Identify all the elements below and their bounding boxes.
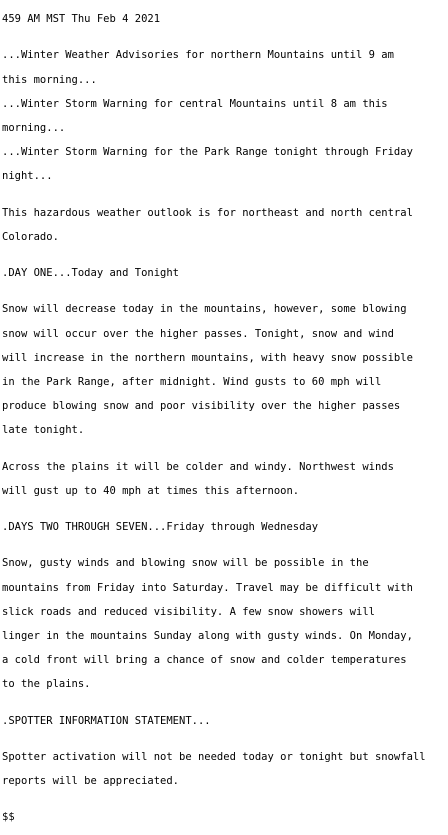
paragraph-line: will increase in the northern mountains, with heavy snow possible [2,351,413,364]
section-heading-days-two-through-seven: .DAYS TWO THROUGH SEVEN...Friday through Wednesday [2,521,319,534]
section-heading-day-one: .DAY ONE...Today and Tonight [2,267,180,280]
end-marker: $$ [2,811,15,824]
headline-line: night... [2,170,53,183]
headline-line: ...Winter Storm Warning for the Park Range tonight through Friday [2,146,413,159]
paragraph-line: Across the plains it will be colder and windy. Northwest winds [2,460,394,473]
headline-line: this morning... [2,73,97,86]
headline-line: ...Winter Weather Advisories for northern Mountains until 9 am [2,49,394,62]
intro-line: This hazardous weather outlook is for northeast and north central [2,206,413,219]
headline-line: ...Winter Storm Warning for central Mountains until 8 am this [2,97,388,110]
paragraph-line: to the plains. [2,678,91,691]
paragraph-line: produce blowing snow and poor visibility over the higher passes [2,400,401,413]
headline-line: morning... [2,121,66,134]
paragraph-line: a cold front will bring a chance of snow and colder temperatures [2,654,407,667]
issued-timestamp: 459 AM MST Thu Feb 4 2021 [2,13,161,26]
paragraph-line: snow will occur over the higher passes. Tonight, snow and wind [2,327,394,340]
paragraph-line: Snow will decrease today in the mountains, however, some blowing [2,303,407,316]
paragraph-line: slick roads and reduced visibility. A few snow showers will [2,605,375,618]
paragraph-line: reports will be appreciated. [2,775,180,787]
paragraph-line: Snow, gusty winds and blowing snow will be possible in the [2,557,369,570]
paragraph-line: will gust up to 40 mph at times this afternoon. [2,484,300,497]
paragraph-line: mountains from Friday into Saturday. Travel may be difficult with [2,581,413,594]
paragraph-line: late tonight. [2,424,85,437]
section-heading-spotter-statement: .SPOTTER INFORMATION STATEMENT... [2,714,211,727]
paragraph-line: linger in the mountains Sunday along with gusty winds. On Monday, [2,629,413,642]
weather-outlook-text [2,1,448,835]
paragraph-line: in the Park Range, after midnight. Wind gusts to 60 mph will [2,375,382,388]
intro-line: Colorado. [2,230,59,243]
paragraph-line: Spotter activation will not be needed today or tonight but snowfall [2,750,426,763]
